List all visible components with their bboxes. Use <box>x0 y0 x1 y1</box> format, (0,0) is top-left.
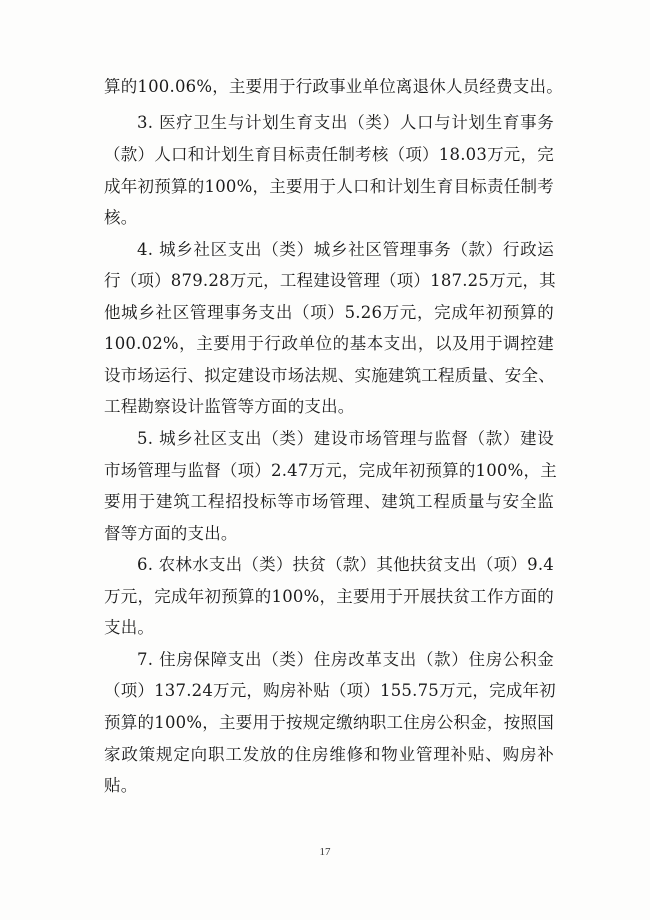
text-line: 家政策规定向职工发放的住房维修和物业管理补贴、购房补 <box>104 745 554 764</box>
text-line: 要用于建筑工程招投标等市场管理、建筑工程质量与安全监 <box>104 492 554 511</box>
text-line: 算的100.06%，主要用于行政事业单位离退休人员经费支出。 <box>104 77 563 96</box>
text-line: 他城乡社区管理事务支出（项）5.26万元，完成年初预算的 <box>104 303 554 322</box>
text-line: （项）137.24万元，购房补贴（项）155.75万元，完成年初 <box>104 681 556 700</box>
text-line: 市场管理与监督（项）2.47万元，完成年初预算的100%，主 <box>104 461 557 480</box>
text-line: 工程勘察设计监管等方面的支出。 <box>104 397 355 416</box>
text-line: 7. 住房保障支出（类）住房改革支出（款）住房公积金 <box>137 650 554 669</box>
text-line: 支出。 <box>104 618 155 637</box>
text-line: 成年初预算的100%，主要用于人口和计划生育目标责任制考 <box>104 177 554 196</box>
text-line: 4. 城乡社区支出（类）城乡社区管理事务（款）行政运 <box>137 240 554 259</box>
text-line: 核。 <box>104 208 138 227</box>
text-line: 督等方面的支出。 <box>104 524 238 543</box>
text-line: 预算的100%，主要用于按规定缴纳职工住房公积金，按照国 <box>104 713 554 732</box>
text-line: 5. 城乡社区支出（类）建设市场管理与监督（款）建设 <box>137 429 554 448</box>
text-line: 行（项）879.28万元，工程建设管理（项）187.25万元，其 <box>104 271 556 290</box>
page-number: 17 <box>319 846 331 858</box>
text-line: （款）人口和计划生育目标责任制考核（项）18.03万元，完 <box>104 145 554 164</box>
text-line: 贴。 <box>104 776 138 795</box>
text-line: 100.02%，主要用于行政单位的基本支出，以及用于调控建 <box>104 334 554 353</box>
text-line: 万元，完成年初预算的100%，主要用于开展扶贫工作方面的 <box>104 587 554 606</box>
text-line: 3. 医疗卫生与计划生育支出（类）人口与计划生育事务 <box>137 113 554 132</box>
text-line: 6. 农林水支出（类）扶贫（款）其他扶贫支出（项）9.4 <box>137 555 554 574</box>
text-line: 设市场运行、拟定建设市场法规、实施建筑工程质量、安全、 <box>104 366 555 385</box>
